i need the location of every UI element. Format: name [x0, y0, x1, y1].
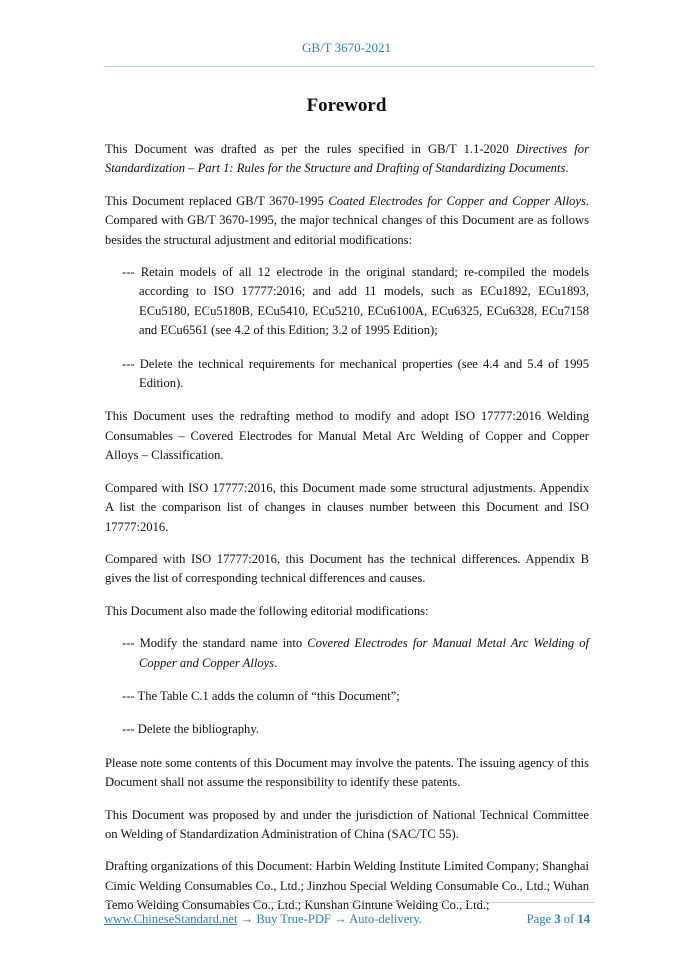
footer-promo: www.ChineseStandard.net → Buy True-PDF → Auto-delivery. — [104, 912, 423, 926]
list-item: --- Retain models of all 12 electrode in the original standard; re-compiled the models according to ISO 17777:2016; and add 11 models, such as ECu1892, ECu1893, ECu5180, ECu5180B, ECu5410, ECu5210, ECu6100A, ECu6325, ECu6328, ECu7158 and ECu6561 (see 4.2 of this Edition; 3.2 of 1995 Edition); — [122, 265, 589, 338]
paragraph-editorial: This Document also made the following editorial modifications: — [105, 603, 429, 618]
running-header: GB/T 3670-2021 — [302, 40, 391, 55]
paragraph-technical: Compared with ISO 17777:2016, this Document has the technical differences. Appendix B gives the list of corresponding technical differences and causes. — [105, 551, 589, 586]
page-title: Foreword — [306, 95, 387, 116]
paragraph-redrafting: This Document uses the redrafting method to modify and adopt ISO 17777:2016 Welding Consumables – Covered Electrodes for Manual Metal Arc Welding of Copper and Copper Alloys – Classification. — [105, 409, 589, 463]
list-item: --- Delete the bibliography. — [122, 722, 259, 737]
paragraph-drafting-rules: This Document was drafted as per the rules specified in GB/T 1.1-2020 Directives for Standardization – Part 1: Rules for the Structure and Drafting of Standardizing Documents. — [105, 142, 589, 176]
footer-divider — [104, 902, 594, 903]
paragraph-drafting-orgs: Drafting organizations of this Document: Harbin Welding Institute Limited Company; Shanghai Cimic Welding Consumables Co., Ltd.; Jinzhou Special Welding Consumable Co., Ltd.; Wuhan Temo Welding Consumables Co., Ltd.; Kunshan Gintune Welding Co., Ltd.; — [105, 859, 589, 913]
list-item: --- Modify the standard name into Covered Electrodes for Manual Metal Arc Welding of Copper and Copper Alloys. — [122, 636, 590, 670]
paragraph-patents: Please note some contents of this Document may involve the patents. The issuing agency of this Document shall not assume the responsibility to identify these patents. — [105, 755, 589, 790]
page-footer — [104, 912, 590, 927]
current-page: 3 — [554, 912, 561, 926]
header-divider — [104, 66, 594, 67]
total-pages: 14 — [577, 912, 590, 926]
list-item: --- Delete the technical requirements for mechanical properties (see 4.4 and 5.4 of 1995 Edition). — [122, 356, 589, 391]
website-link[interactable]: www.ChineseStandard.net — [104, 912, 238, 926]
page-indicator: Page 3 of 14 — [526, 912, 590, 926]
list-item: --- The Table C.1 adds the column of “this Document”; — [122, 688, 400, 703]
paragraph-proposed: This Document was proposed by and under the jurisdiction of National Technical Committee on Welding of Standardization Administration of China (SAC/TC 55). — [105, 807, 589, 841]
paragraph-replacement: This Document replaced GB/T 3670-1995 Coated Electrodes for Copper and Copper Alloys. Compared with GB/T 3670-1995, the major technical changes of this Document are as follows besides the structural adjustment and editorial modifications: — [105, 193, 590, 247]
document-body — [105, 140, 589, 929]
paragraph-structural: Compared with ISO 17777:2016, this Document made some structural adjustments. Appendix A list the comparison list of changes in clauses number between this Document and ISO 17777:2016. — [105, 480, 589, 534]
